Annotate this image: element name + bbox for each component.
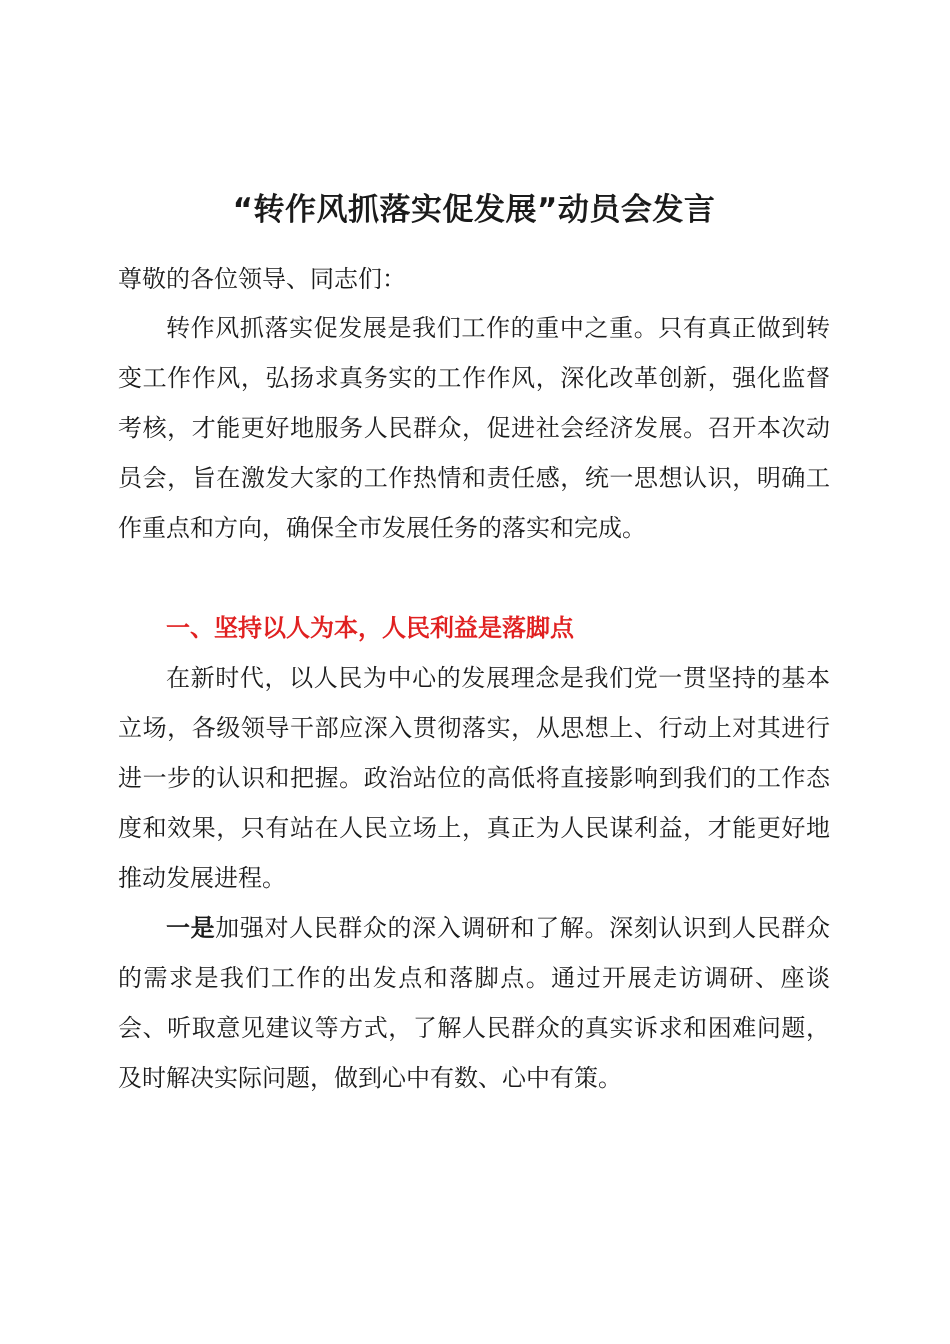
point-paragraph (118, 903, 830, 1103)
section-heading: 一、坚持以人为本，人民利益是落脚点 (166, 614, 574, 642)
point-lead: 一是 (166, 914, 216, 942)
document-title: “转作风抓落实促发展”动员会发言 (232, 192, 716, 228)
section-paragraph: 在新时代，以人民为中心的发展理念是我们党一贯坚持的基本立场，各级领导干部应深入贯彻落实，从思想上、行动上对其进行进一步的认识和把握。政治站位的高低将直接影响到我们的工作态度和效果，只有站在人民立场上，真正为人民谋利益，才能更好地推动发展进程。 (118, 664, 830, 892)
salutation: 尊敬的各位领导、同志们： (118, 265, 406, 293)
point-text: 加强对人民群众的深入调研和了解。深刻认识到人民群众的需求是我们工作的出发点和落脚点。通过开展走访调研、座谈会、听取意见建议等方式，了解人民群众的真实诉求和困难问题，及时解决实际问题，做到心中有数、心中有策。 (118, 914, 831, 1092)
intro-paragraph: 转作风抓落实促发展是我们工作的重中之重。只有真正做到转变工作作风，弘扬求真务实的工作作风，深化改革创新，强化监督考核，才能更好地服务人民群众，促进社会经济发展。召开本次动员会，旨在激发大家的工作热情和责任感，统一思想认识，明确工作重点和方向，确保全市发展任务的落实和完成。 (118, 314, 830, 542)
